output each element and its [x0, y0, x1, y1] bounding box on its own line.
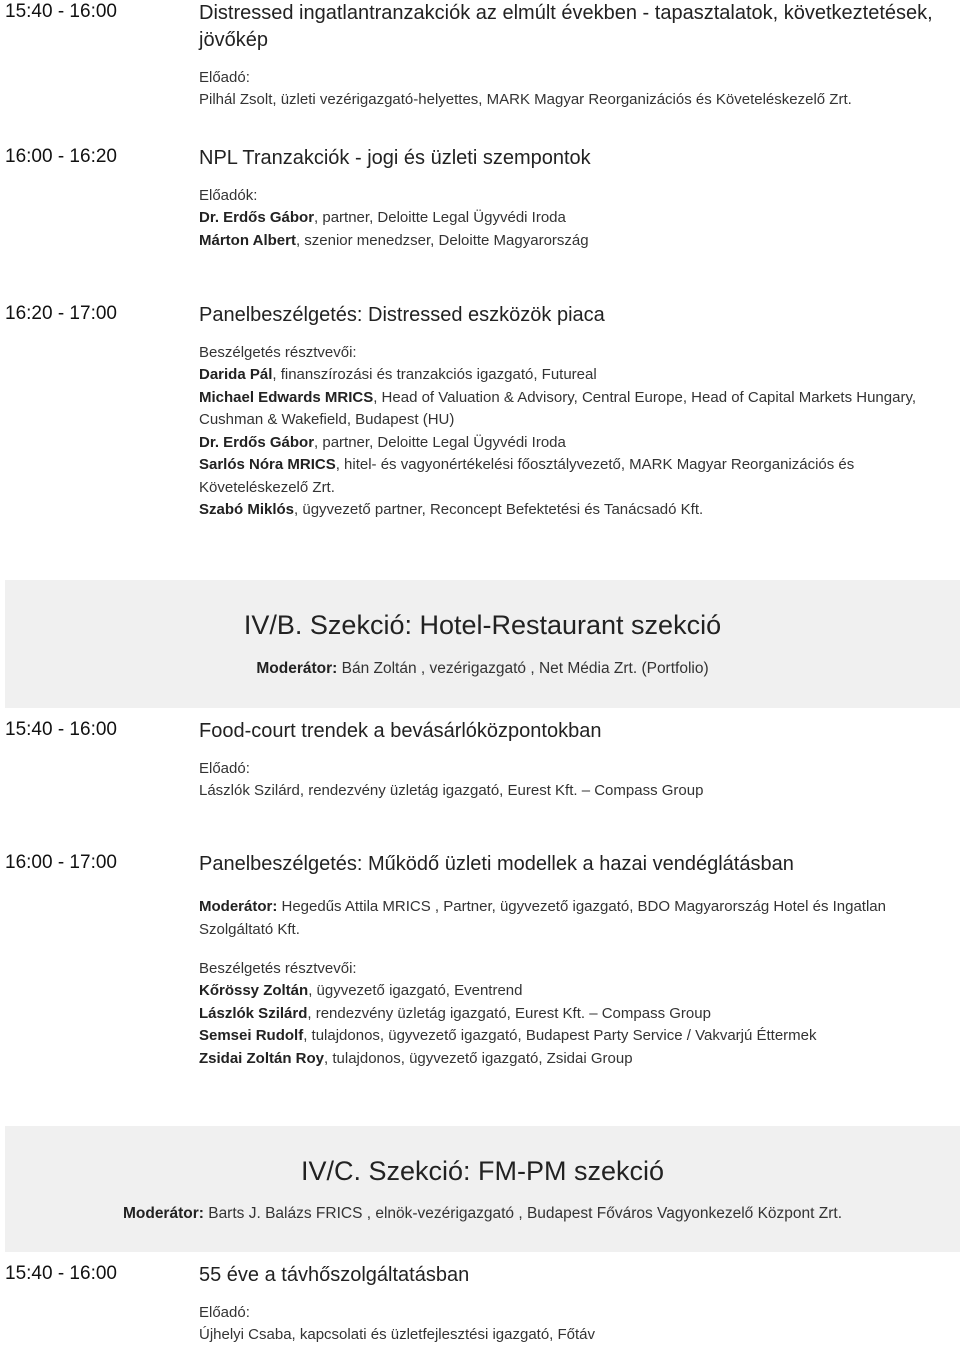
participant: Sarlós Nóra MRICS, hitel- és vagyonértékelési főosztályvezető, MARK Magyar Reorganizációs és Követeléskezelő Zrt. [199, 456, 855, 496]
speaker-label: Előadó: [199, 69, 250, 86]
section-moderator: Moderátor: Bán Zoltán , vezérigazgató , Net Média Zrt. (Portfolio) [256, 660, 709, 677]
participant: Semsei Rudolf, tulajdonos, ügyvezető igazgató, Budapest Party Service / Vakvarjú Éttermek [199, 1027, 817, 1044]
participants-label: Beszélgetés résztvevői: [199, 960, 357, 977]
session-time: 16:00 - 16:20 [5, 146, 117, 167]
section-band-b [5, 580, 960, 708]
participant: Kőrössy Zoltán, ügyvezető igazgató, Eventrend [199, 982, 523, 999]
section-band-c [5, 1126, 960, 1252]
session-title: Panelbeszélgetés: Működő üzleti modellek a hazai vendéglátásban [199, 853, 794, 875]
speaker: Márton Albert, szenior menedzser, Deloitte Magyarország [199, 231, 589, 249]
session-time: 16:00 - 17:00 [5, 852, 117, 873]
participant: Zsidai Zoltán Roy, tulajdonos, ügyvezető igazgató, Zsidai Group [199, 1049, 633, 1067]
participant: Darida Pál, finanszírozási és tranzakciós igazgató, Futureal [199, 366, 597, 383]
session-title: Food-court trendek a bevásárlóközpontokban [199, 720, 602, 742]
speaker: Lászlók Szilárd, rendezvény üzletág igazgató, Eurest Kft. – Compass Group [199, 782, 704, 799]
session-time: 15:40 - 16:00 [5, 719, 117, 740]
speaker-label: Előadó: [199, 760, 250, 777]
participants-label: Beszélgetés résztvevői: [199, 344, 357, 361]
speaker: Pilhál Zsolt, üzleti vezérigazgató-helyettes, MARK Magyar Reorganizációs és Követeléskezelő Zrt. [199, 91, 852, 108]
session-title: NPL Tranzakciók - jogi és üzleti szempontok [199, 147, 591, 169]
speaker-label: Előadók: [199, 187, 258, 204]
participant: Dr. Erdős Gábor, partner, Deloitte Legal Ügyvédi Iroda [199, 433, 566, 451]
session-title: Panelbeszélgetés: Distressed eszközök piaca [199, 304, 605, 326]
session-title: Distressed ingatlantranzakciók az elmúlt években - tapasztalatok, következtetések, jövőkép [199, 2, 933, 51]
participant: Lászlók Szilárd, rendezvény üzletág igazgató, Eurest Kft. – Compass Group [199, 1004, 711, 1022]
session-title: 55 éve a távhőszolgáltatásban [199, 1264, 470, 1286]
session-time: 16:20 - 17:00 [5, 303, 117, 324]
speaker-label: Előadó: [199, 1304, 250, 1321]
section-title: IV/B. Szekció: Hotel-Restaurant szekció [243, 610, 722, 640]
participant: Michael Edwards MRICS, Head of Valuation & Advisory, Central Europe, Head of Capital Markets Hungary, Cushman & Wakefield, Budapest (HU) [199, 388, 916, 428]
speaker: Dr. Erdős Gábor, partner, Deloitte Legal Ügyvédi Iroda [199, 209, 566, 226]
participant: Szabó Miklós, ügyvezető partner, Reconcept Befektetési és Tanácsadó Kft. [199, 501, 704, 518]
panel-moderator: Moderátor: Hegedűs Attila MRICS , Partner, ügyvezető igazgató, BDO Magyarország Hotel és Ingatlan Szolgáltató Kft. [199, 898, 886, 938]
section-title: IV/C. Szekció: FM-PM szekció [300, 1156, 665, 1186]
section-moderator: Moderátor: Barts J. Balázs FRICS , elnök-vezérigazgató , Budapest Főváros Vagyonkezelő Központ Zrt. [122, 1205, 843, 1222]
session-time: 15:40 - 16:00 [5, 1263, 117, 1284]
session-time: 15:40 - 16:00 [5, 1, 117, 22]
speaker: Újhelyi Csaba, kapcsolati és üzletfejlesztési igazgató, Főtáv [199, 1326, 596, 1343]
